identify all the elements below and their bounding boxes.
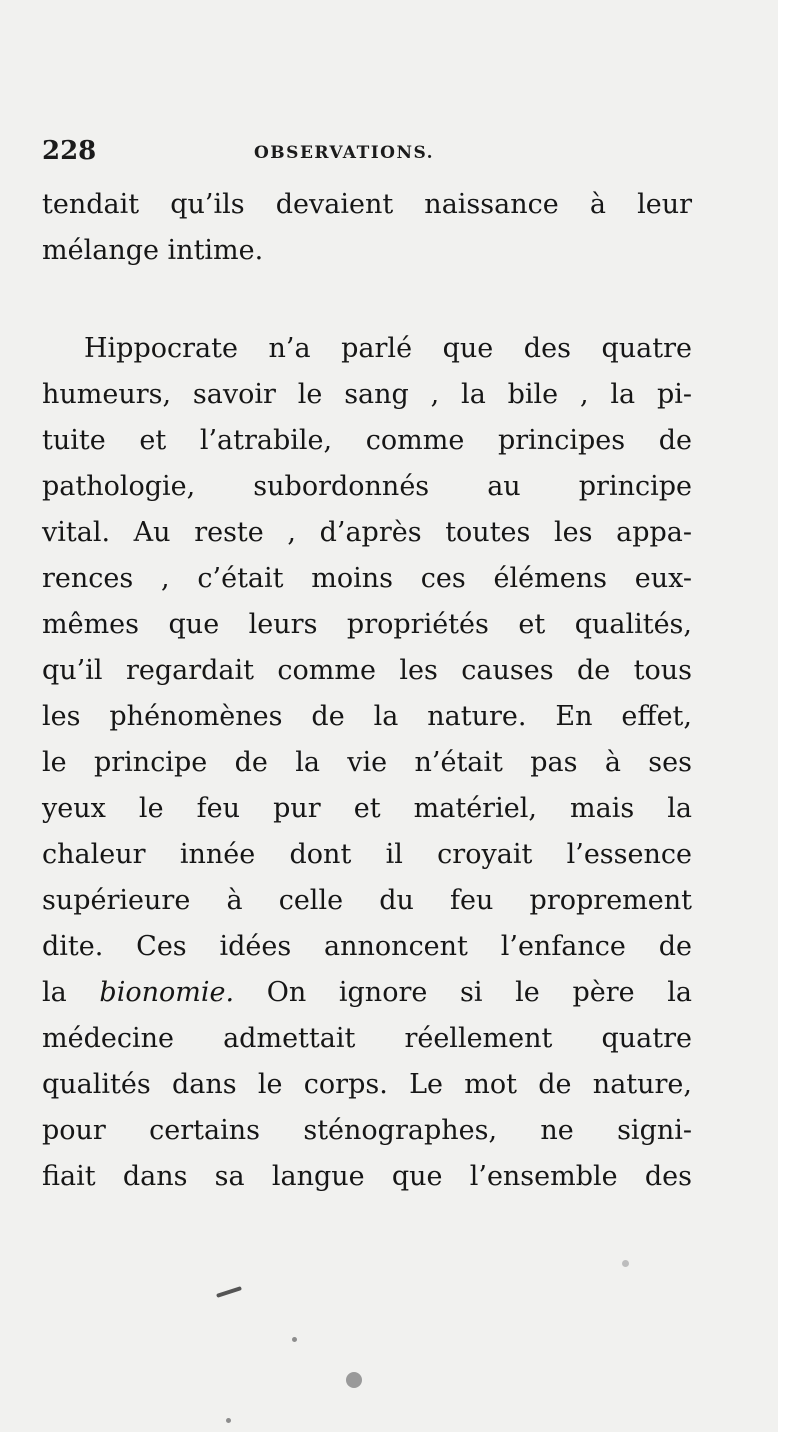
text-line: tendait qu’ils devaient naissance à leur — [42, 189, 692, 220]
body-text — [42, 182, 692, 1200]
text-segment: la — [42, 977, 100, 1008]
paragraph-gap — [42, 274, 692, 326]
page-edge — [778, 0, 800, 1432]
text-line: supérieure à celle du feu proprement — [42, 885, 692, 916]
text-line-bionomie — [42, 970, 692, 1016]
text-line: qu’il regardait comme les causes de tous — [42, 655, 692, 686]
paper-speck — [226, 1418, 231, 1423]
text-line: pour certains sténographes, ne signi- — [42, 1115, 692, 1146]
paper-speck — [622, 1260, 629, 1267]
page-header — [42, 136, 682, 176]
text-line: yeux le feu pur et matériel, mais la — [42, 793, 692, 824]
text-line: Hippocrate n’a parlé que des quatre — [84, 333, 692, 364]
text-line: médecine admettait réellement quatre — [42, 1023, 692, 1054]
paper-speck — [346, 1372, 362, 1388]
text-line: tuite et l’atrabile, comme principes de — [42, 425, 692, 456]
italic-term: bionomie. — [99, 977, 235, 1008]
text-line: le principe de la vie n’était pas à ses — [42, 747, 692, 778]
text-line: qualités dans le corps. Le mot de nature, — [42, 1069, 692, 1100]
paper-speck — [216, 1286, 242, 1298]
running-head: OBSERVATIONS. — [254, 143, 435, 163]
text-line: rences , c’était moins ces élémens eux- — [42, 563, 692, 594]
text-line: vital. Au reste , d’après toutes les appa- — [42, 517, 692, 548]
text-line: humeurs, savoir le sang , la bile , la pi- — [42, 379, 692, 410]
text-line: les phénomènes de la nature. En effet, — [42, 701, 692, 732]
paper-speck — [292, 1337, 297, 1342]
text-line: dite. Ces idées annoncent l’enfance de — [42, 931, 692, 962]
text-line: mélange intime. — [42, 235, 264, 266]
text-line: fiait dans sa langue que l’ensemble des — [42, 1161, 692, 1192]
text-line: mêmes que leurs propriétés et qualités, — [42, 609, 692, 640]
text-line: pathologie, subordonnés au principe — [42, 471, 692, 502]
text-line: chaleur innée dont il croyait l’essence — [42, 839, 692, 870]
page-number: 228 — [42, 136, 97, 166]
text-segment: On ignore si le père la — [234, 977, 692, 1008]
